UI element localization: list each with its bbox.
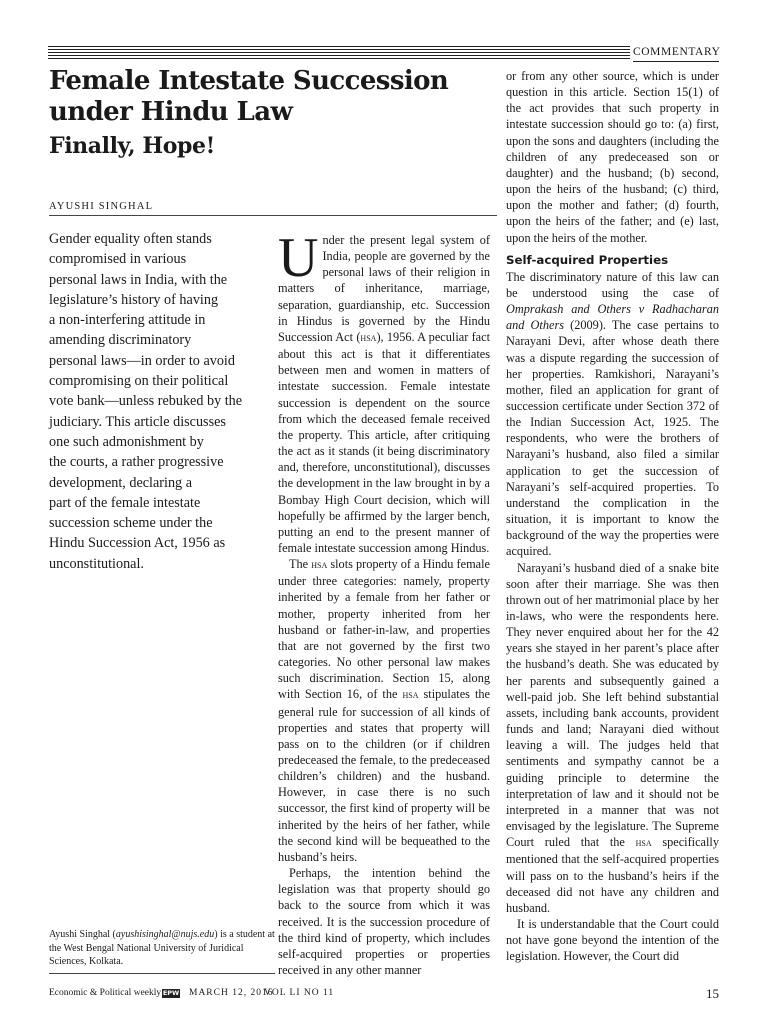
section-label: COMMENTARY (633, 45, 719, 62)
body-paragraph: Under the present legal system of India, people are governed by the personal laws of their religion in matters of inheritance, marriage, separation, guardianship, etc. Succession in Hindus is governed by the Hindu Succession Act (hsa), 1956. A peculiar fact about this act is that it differentiates between men and women in matters of intestate succession. Female intestate succession is dependent on the source from which the deceased female received the property. This article, after critiquing the act as it stands (it being discriminatory and, therefore, unconstitutional), discusses the development in the law brought in by a Bombay High Court decision, which will hopefully be affirmed by the larger bench, putting an end to the present manner of female intestate succession among Hindus. (278, 227, 491, 555)
epw-logo: EPW (162, 989, 180, 997)
page-footer (49, 988, 719, 1002)
body-paragraph: It is understandable that the Court could not have gone beyond the intention of the legislation. However, the Court did (506, 916, 719, 964)
abstract (49, 229, 269, 574)
article-subtitle: Finally, Hope! (49, 133, 215, 159)
drop-cap: U (278, 227, 319, 289)
abstract-line: Gender equality often stands (49, 231, 212, 247)
volume-number: VOL LI NO 11 (264, 988, 335, 998)
author-email[interactable]: ayushisinghal@nujs.edu (115, 929, 215, 940)
article-title: Female Intestate Succession under Hindu Law (49, 66, 449, 127)
body-paragraph: Perhaps, the intention behind the legislation was that property should go back to the source from which it was received. It is the succession procedure of the third kind of property, which includes self-acquired properties or properties received in any other manner (278, 866, 490, 978)
abstract-line: one such admonishment by (49, 433, 204, 450)
author-note-affiliation: ) is a student at the West Bengal National University of Juridical Sciences, Kolkata. (49, 929, 275, 968)
abstract-line: personal laws in India, with the (49, 271, 228, 288)
body-paragraph: Narayani’s husband died of a snake bite soon after their marriage. She was then thrown out of her matrimonial place by her in-laws, who were the respondents here. They never enquired about her for the 42 years she stayed in her parent’s place after the husband’s death. She was educated by her parents and subsequently gained a well-paid job. She left behind substantial assets, including bank accounts, provident funds and land; Narayani died without leaving a will. The judges held that sentiments and sympathy cannot be a guiding principle to determine the interpretation of law and it should not be interpreted in a manner that was not envisaged by the legislature. The Supreme Court ruled that the hsa specifically mentioned that the self-acquired properties will pass on to the husband’s heirs if the deceased did not have any children and husband. (506, 560, 719, 915)
header-rule-lines (48, 46, 630, 60)
abstract-line: vote bank—unless rebuked by the (49, 393, 243, 410)
body-paragraph: or from any other source, which is under question in this article. Section 15(1) of the act provides that such property in intestate succession should go to: (a) first, upon the sons and daughters (including the children of any predeceased son or daughter) and the husband; (b) second, upon the heirs of the husband; (c) third, upon the mother and father; (d) fourth, upon the heirs of the father; and (e) last, upon the heirs of the mother. (506, 69, 719, 245)
abstract-line: the courts, a rather progressive (49, 454, 224, 471)
abstract-line: unconstitutional. (49, 555, 144, 572)
body-paragraph: The hsa slots property of a Hindu female under three categories: namely, property inherited by a female from her father or mother, property inherited from her husband or father-in-law, and properties that are not governed by the first two categories. No other personal law makes such discrimination. Section 15, along with Section 16, of the hsa stipulates the general rule for succession of all kinds of properties and states that property will pass on to the children (or if children predeceased the female, to the predeceased children’s children) and the husband. However, in case there is no such successor, the first kind of property will be inherited by the heirs of her father, while the second kind will be bequeathed to the husband’s heirs. (278, 557, 490, 864)
abstract-line: compromised in various (49, 251, 187, 268)
author-note-name: Ayushi Singhal ( (49, 929, 116, 940)
abstract-line: amending discriminatory (49, 332, 192, 349)
abstract-line: succession scheme under the (49, 515, 213, 532)
abstract-line: legislature’s history of having (49, 291, 219, 308)
body-paragraph: The discriminatory nature of this law can be understood using the case of Omprakash and Others v Radhacharan and Others (2009). The case pertains to Narayani Devi, after whose death there was a dispute regarding the succession of her properties. Ramkishori, Narayani’s mother, filed an application for grant of succession certificate under Section 372 of the Indian Succession Act, 1925. The respondents, who were the brothers of Narayani’s husband, also filed a similar application to get the succession of Narayani’s self-acquired properties. To understand the complication in the situation, it is important to know the background of the way the properties were acquired. (506, 269, 719, 559)
abstract-line: personal laws—in order to avoid (49, 352, 235, 369)
body-column-1 (278, 227, 491, 978)
section-heading: Self-acquired Properties (506, 252, 669, 267)
page-number: 15 (706, 986, 719, 1001)
abstract-line: a non-interfering attitude in (49, 312, 206, 329)
case-name: Omprakash and Others v Radhacharan and Others (506, 302, 719, 333)
issue-date: MARCH 12, 2016 (189, 988, 274, 998)
abstract-line: compromising on their political (49, 373, 229, 390)
body-column-2 (506, 68, 719, 964)
abstract-line: development, declaring a (49, 474, 192, 491)
author-note (49, 928, 275, 974)
abstract-line: judiciary. This article discusses (49, 413, 226, 430)
abstract-line: part of the female intestate (49, 494, 201, 511)
author-byline: AYUSHI SINGHAL (49, 201, 497, 216)
abstract-line: Hindu Succession Act, 1956 as (49, 535, 226, 552)
journal-name: Economic & Political weekly (49, 988, 162, 998)
